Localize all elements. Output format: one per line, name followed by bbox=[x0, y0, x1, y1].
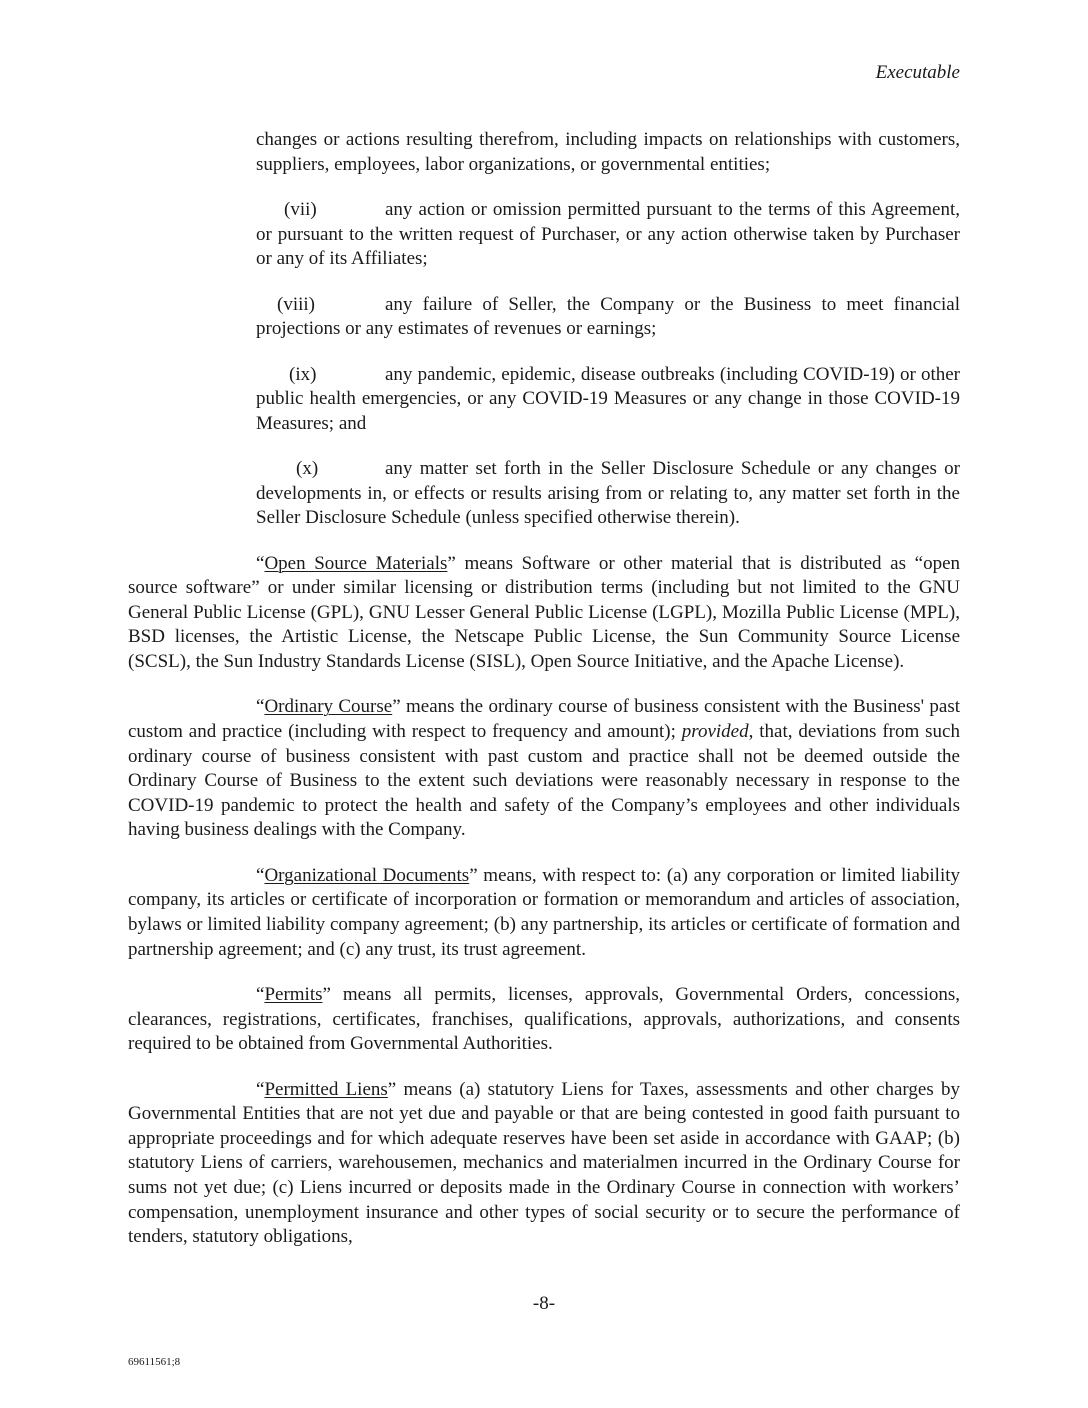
defined-term: Ordinary Course bbox=[264, 696, 393, 718]
definition-text: ” means Software or other material that is distributed as “open source software” or under similar licensing or distribution terms (including but not limited to the GNU General Public License (GPL), GNU Lesser General Public License (LGPL), Mozilla Public License (MPL), BSD licenses, the Artistic License, the Netscape Public License, the Sun Community Source License (SCSL), the Sun Industry Standards License (SISL), Open Source Initiative, and the Apache License). bbox=[128, 552, 960, 673]
clause-viii bbox=[256, 293, 960, 342]
definition-text: ” means all permits, licenses, approvals, Governmental Orders, concessions, clearances, registrations, certificates, franchises, qualifications, approvals, authorizations, and consents required to be obtained from Governmental Authorities. bbox=[128, 984, 960, 1055]
clause-ix bbox=[256, 363, 960, 437]
clause-text: any matter set forth in the Seller Disclosure Schedule or any changes or developments in, or effects or results arising from or relating to, any matter set forth in the Seller Disclosure Schedule (unless specified otherwise therein). bbox=[256, 458, 960, 529]
defined-term: Organizational Documents bbox=[264, 864, 470, 886]
definition-open-source-materials bbox=[128, 552, 960, 675]
provided-italic: provided bbox=[681, 721, 749, 743]
clause-x bbox=[256, 457, 960, 531]
continuation-paragraph: changes or actions resulting therefrom, including impacts on relationships with customers, suppliers, employees, labor organizations, or governmental entities; bbox=[256, 129, 960, 175]
clause-text: any action or omission permitted pursuant to the terms of this Agreement, or pursuant to the written request of Purchaser, or any action otherwise taken by Purchaser or any of its Affiliates; bbox=[256, 198, 960, 270]
open-quote: “ bbox=[256, 984, 265, 1005]
clause-text: any failure of Seller, the Company or the Business to meet financial projections or any estimates of revenues or earnings; bbox=[256, 293, 960, 340]
open-quote: “ bbox=[256, 864, 265, 886]
definition-text: ” means the ordinary course of business consistent with the Business' past custom and practice (including with respect to frequency and amount); bbox=[128, 696, 960, 743]
document-body bbox=[128, 128, 960, 1250]
definition-organizational-documents bbox=[128, 864, 960, 962]
definition-ordinary-course bbox=[128, 695, 960, 843]
definition-text: ” means (a) statutory Liens for Taxes, assessments and other charges by Governmental Entities that are not yet due and payable or that are being contested in good faith pursuant to appropriate proceedings and for which adequate reserves have been set aside in accordance with GAAP; (b) statutory Liens of carriers, warehousemen, mechanics and materialmen incurred in the Ordinary Course for sums not yet due; (c) Liens incurred or deposits made in the Ordinary Course in connection with workers’ compensation, unemployment insurance and other types of social security or to secure the performance of tenders, statutory obligations, bbox=[128, 1078, 961, 1248]
definition-permits bbox=[128, 983, 960, 1057]
definition-text-continued: , that, deviations from such ordinary course of business consistent with past custom and practice shall not be deemed outside the Ordinary Course of Business to the extent such deviations were reasonably necessary in response to the COVID-19 pandemic to protect the health and safety of the Company’s employees and other individuals having business dealings with the Company. bbox=[128, 721, 960, 841]
clause-number: (ix) bbox=[289, 363, 317, 385]
definition-permitted-liens bbox=[128, 1078, 960, 1250]
clause-number: (vii) bbox=[284, 198, 317, 220]
clause-number: (x) bbox=[296, 458, 319, 480]
definition-text: ” means, with respect to: (a) any corporation or limited liability company, its articles or certificate of incorporation or formation or memorandum and articles of association, bylaws or limited liability company agreement; (b) any partnership, its articles or certificate of formation and partnership agreement; and (c) any trust, its trust agreement. bbox=[128, 864, 961, 960]
defined-term: Permitted Liens bbox=[264, 1078, 388, 1100]
clause-number: (viii) bbox=[277, 293, 315, 315]
clause-text: any pandemic, epidemic, disease outbreaks (including COVID-19) or other public health emergencies, or any COVID-19 Measures or any change in those COVID-19 Measures; and bbox=[256, 363, 960, 434]
page-number: -8- bbox=[532, 1293, 556, 1314]
open-quote: “ bbox=[256, 552, 265, 574]
document-header: Executable bbox=[875, 62, 960, 83]
open-quote: “ bbox=[256, 1078, 265, 1100]
defined-term: Open Source Materials bbox=[264, 552, 448, 574]
open-quote: “ bbox=[256, 696, 265, 718]
document-id: 69611561;8 bbox=[128, 1356, 181, 1368]
defined-term: Permits bbox=[264, 984, 323, 1005]
clause-vii bbox=[256, 198, 960, 272]
